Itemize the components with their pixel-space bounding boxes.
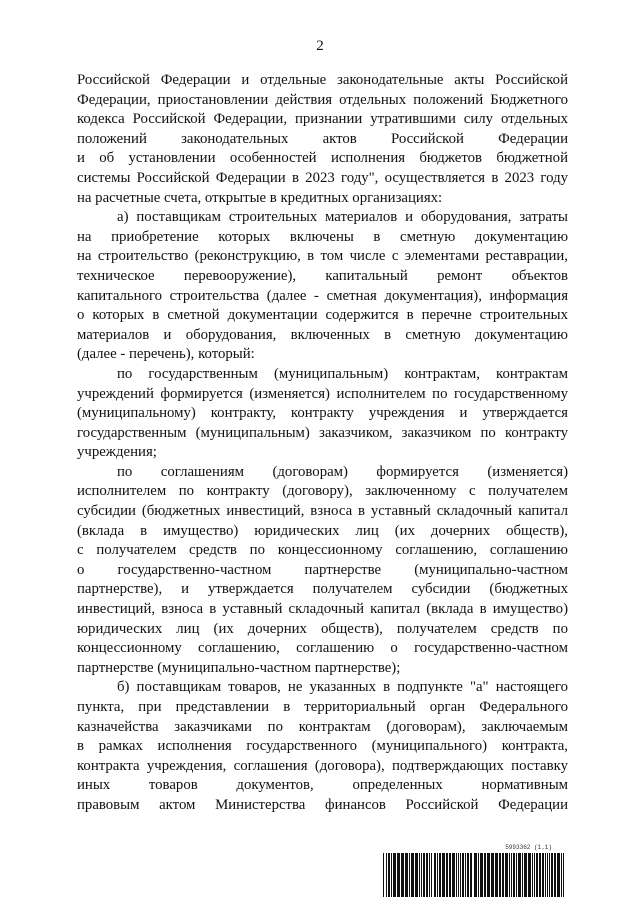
text-line: о государственно-частном партнерстве (муниципально-частном xyxy=(77,561,568,578)
text-line: и об установлении особенностей исполнения бюджетов бюджетной xyxy=(77,150,568,167)
text-line: б) поставщикам товаров, не указанных в подпункте "а" настоящего xyxy=(117,679,568,696)
text-line: (муниципальному) контракту, контракту учреждения и утверждается xyxy=(77,405,568,422)
text-line: в рамках исполнения государственного (муниципального) контракта, xyxy=(77,738,568,755)
text-line: правовым актом Министерства финансов Российской Федерации xyxy=(77,796,568,813)
text-line: партнерстве), и утверждается получателем субсидии (бюджетных xyxy=(77,581,568,598)
text-line: инвестиций, взноса в уставный складочный капитал (вклада в имущество) xyxy=(77,601,568,618)
text-line: на приобретение которых включены в сметную документацию xyxy=(77,228,568,245)
barcode-label: 5993362 (1.1) xyxy=(505,844,552,851)
text-line: по соглашениям (договорам) формируется (изменяется) xyxy=(117,463,568,480)
body-text xyxy=(77,71,568,816)
text-line: государственным (муниципальным) заказчиком, заказчиком по контракту xyxy=(77,424,568,441)
text-line: учреждений формируется (изменяется) исполнителем по государственному xyxy=(77,385,568,402)
text-line: по государственным (муниципальным) контрактам, контрактам xyxy=(117,365,568,382)
text-line: капитального строительства (далее - сметная документация), информация xyxy=(77,287,568,304)
text-line: учреждения; xyxy=(77,444,157,461)
text-line: техническое перевооружение), капитальный ремонт объектов xyxy=(77,267,568,284)
text-line: контракта учреждения, соглашения (договора), подтверждающих поставку xyxy=(77,757,568,774)
text-line: иных товаров документов, определенных нормативным xyxy=(77,777,568,794)
text-line: системы Российской Федерации в 2023 году", осуществляется в 2023 году xyxy=(77,169,568,186)
text-line: (вклада в имущество) юридических лиц (их дочерних обществ), xyxy=(77,522,568,539)
text-line: Федерации, приостановлении действия отдельных положений Бюджетного xyxy=(77,91,568,108)
text-line: партнерстве (муниципально-частном партнерстве); xyxy=(77,659,401,676)
text-line: исполнителем по контракту (договору), заключенному с получателем xyxy=(77,483,568,500)
text-line: концессионному соглашению, соглашению о государственно-частном xyxy=(77,640,568,657)
text-line: (далее - перечень), который: xyxy=(77,346,255,363)
text-line: казначейства заказчиками по контрактам (договорам), заключаемым xyxy=(77,718,568,735)
text-line: с получателем средств по концессионному соглашению, соглашению xyxy=(77,542,568,559)
text-line: кодекса Российской Федерации, признании утратившими силу отдельных xyxy=(77,111,568,128)
barcode-image xyxy=(383,853,566,897)
text-line: Российской Федерации и отдельные законодательные акты Российской xyxy=(77,72,568,88)
page-number: 2 xyxy=(316,38,324,54)
text-line: юридических лиц (их дочерних обществ), получателем средств по xyxy=(77,620,568,637)
text-line: на строительство (реконструкцию, в том числе с элементами реставрации, xyxy=(77,248,568,265)
text-line: материалов и оборудования, включенных в сметную документацию xyxy=(77,326,568,343)
text-line: о которых в сметной документации содержится в перечне строительных xyxy=(77,307,568,324)
text-line: субсидии (бюджетных инвестиций, взноса в уставный складочный капитал xyxy=(77,503,568,520)
barcode xyxy=(383,844,566,898)
text-line: положений законодательных актов Российской Федерации xyxy=(77,130,568,147)
text-line: на расчетные счета, открытые в кредитных организациях: xyxy=(77,189,443,206)
text-line: а) поставщикам строительных материалов и оборудования, затраты xyxy=(117,209,568,226)
text-line: пункта, при представлении в территориальный орган Федерального xyxy=(77,699,568,715)
